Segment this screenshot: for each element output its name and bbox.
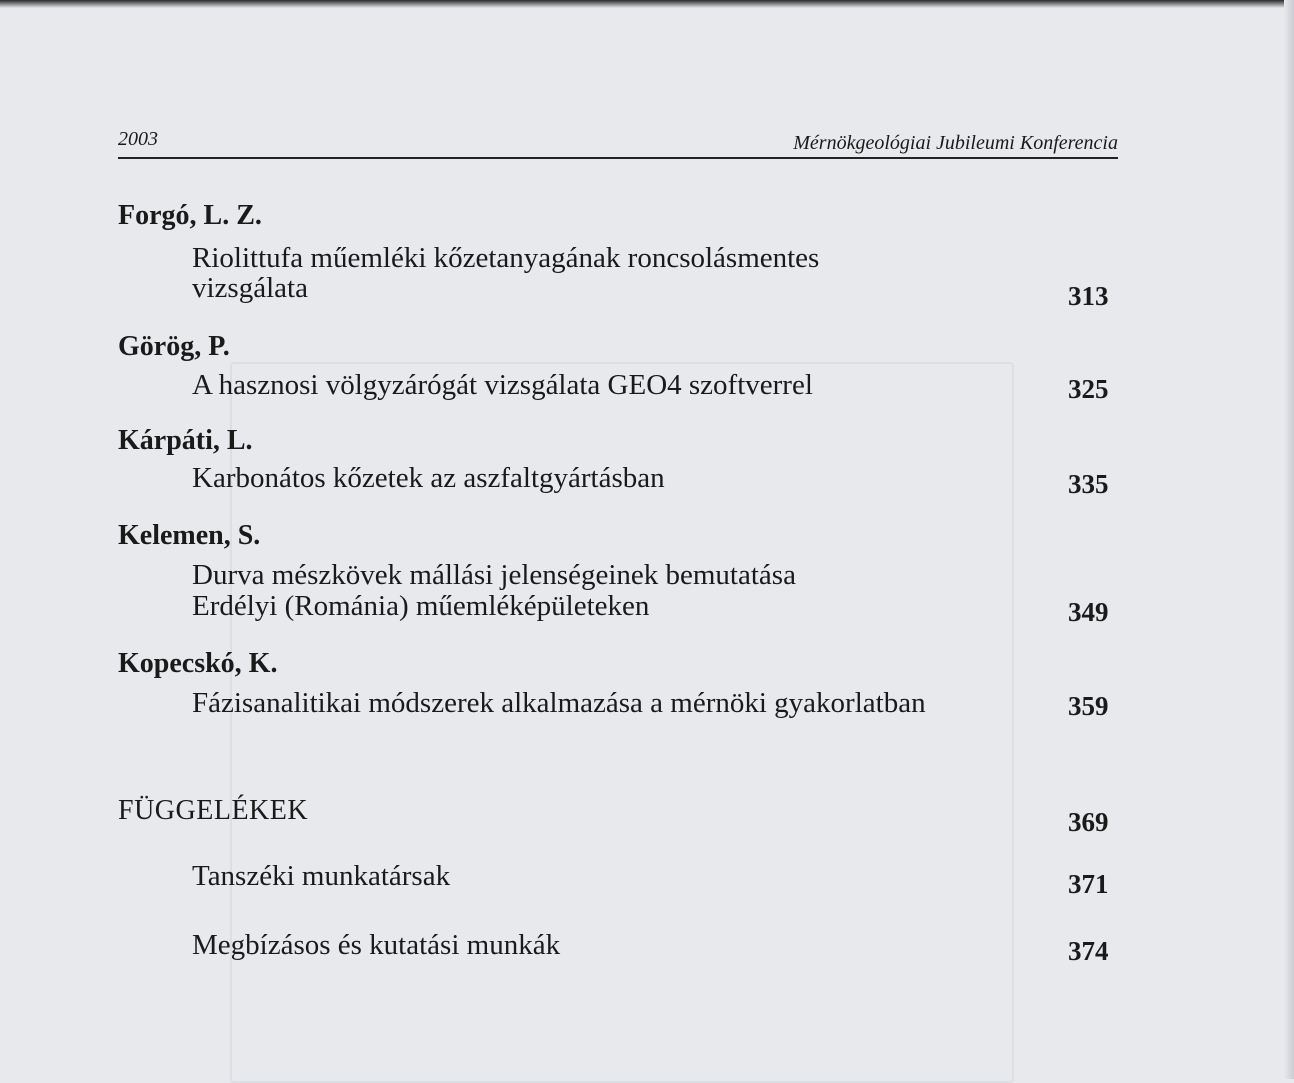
- appendix-item-page-number: 371: [1068, 869, 1109, 899]
- entry-author: Görög, P.: [118, 331, 230, 362]
- entry-author: Kopecskó, K.: [118, 648, 278, 679]
- appendix-item-label: Tanszéki munkatársak: [192, 860, 451, 892]
- entry-page-number: 335: [1068, 469, 1109, 499]
- appendix-item-label: Megbízásos és kutatási munkák: [192, 929, 561, 961]
- entry-page-number: 359: [1068, 691, 1109, 721]
- entry-page-number: 325: [1068, 374, 1109, 404]
- entry-title-line: Erdélyi (Románia) műemléképületeken: [192, 590, 650, 622]
- entry-title-line: vizsgálata: [192, 272, 308, 304]
- appendix-page-number: 369: [1068, 807, 1109, 837]
- entry-page-number: 349: [1068, 597, 1109, 627]
- running-head: [118, 128, 1118, 158]
- page-top-shadow: [0, 0, 1294, 8]
- header-conference-title: Mérnökgeológiai Jubileumi Konferencia: [793, 132, 1118, 154]
- appendix-heading: FÜGGELÉKEK: [118, 795, 309, 826]
- entry-title-line: Fázisanalitikai módszerek alkalmazása a mérnöki gyakorlatban: [192, 687, 926, 719]
- header-rule: [118, 157, 1118, 159]
- entry-author: Forgó, L. Z.: [118, 200, 262, 231]
- entry-title-line: Durva mészkövek mállási jelenségeinek bemutatása: [192, 559, 796, 591]
- entry-title-line: Riolittufa műemléki kőzetanyagának roncsolásmentes: [192, 242, 820, 274]
- header-year: 2003: [118, 128, 158, 150]
- page-right-shadow: [1284, 0, 1294, 1079]
- entry-author: Kárpáti, L.: [118, 425, 253, 456]
- entry-page-number: 313: [1068, 281, 1109, 311]
- entry-title-line: A hasznosi völgyzárógát vizsgálata GEO4 szoftverrel: [192, 369, 813, 401]
- entry-title-line: Karbonátos kőzetek az aszfaltgyártásban: [192, 462, 665, 494]
- appendix-item-page-number: 374: [1068, 936, 1109, 966]
- entry-author: Kelemen, S.: [118, 520, 261, 551]
